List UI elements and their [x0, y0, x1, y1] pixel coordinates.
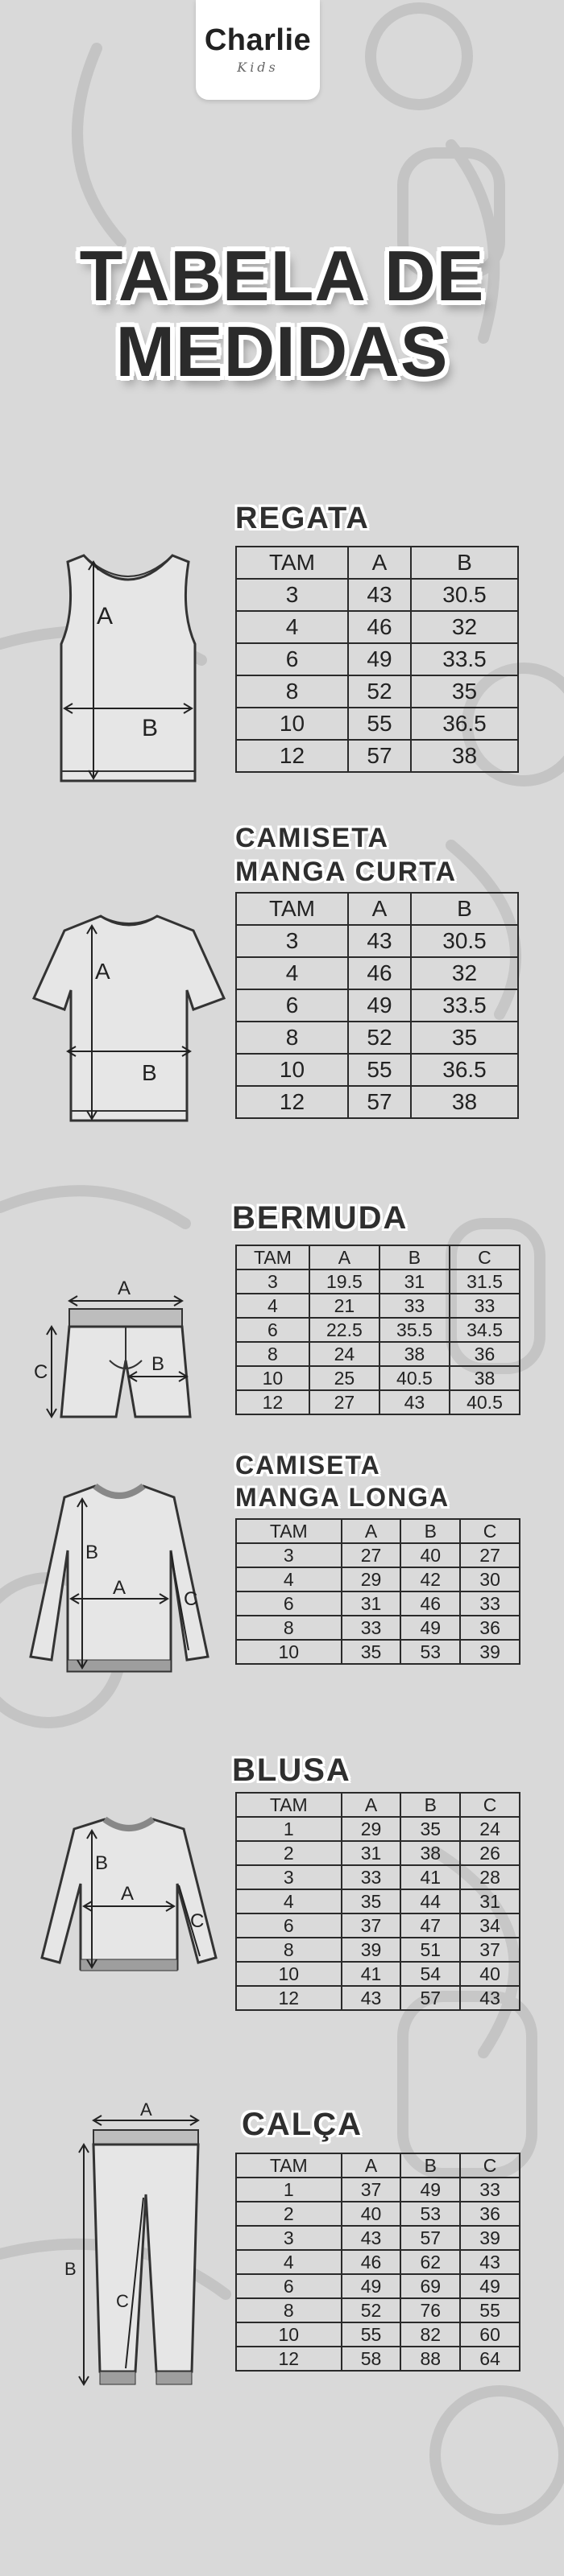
table-cell: 55	[460, 2298, 520, 2322]
header-cell: TAM	[236, 1245, 309, 1269]
label-a: A	[97, 603, 114, 630]
table-row	[236, 708, 518, 740]
table-cell: 35	[342, 1889, 401, 1913]
table-cell: 3	[236, 1269, 309, 1294]
table-cell: 53	[400, 2202, 460, 2226]
label-c: C	[184, 1588, 198, 1610]
table-cell: 4	[236, 1567, 342, 1591]
sweatshirt-illustration	[40, 1811, 218, 1980]
table-cell: 6	[236, 2274, 342, 2298]
section-title-line: MANGA CURTA	[235, 857, 458, 887]
brand-logo	[196, 0, 320, 100]
table-cell: 69	[400, 2274, 460, 2298]
header-cell: A	[348, 547, 411, 579]
brand-subtitle: Kids	[237, 60, 279, 75]
table-header-row	[236, 547, 518, 579]
header-cell: TAM	[236, 1793, 342, 1817]
table-row	[236, 2347, 520, 2371]
table-cell: 43	[342, 1986, 401, 2010]
table-row	[236, 675, 518, 708]
table-cell: 8	[236, 1342, 309, 1366]
label-a: A	[118, 1278, 131, 1299]
table-cell: 49	[460, 2274, 520, 2298]
page-title-line-1: TABELA DE	[79, 236, 485, 316]
table-cell: 43	[460, 2250, 520, 2274]
table-cell: 36.5	[411, 708, 518, 740]
table-cell: 44	[400, 1889, 460, 1913]
label-b: B	[142, 715, 159, 741]
table-row	[236, 1889, 520, 1913]
table-row	[236, 2274, 520, 2298]
table-cell: 43	[348, 925, 411, 957]
table-cell: 10	[236, 1640, 342, 1664]
table-cell: 28	[460, 1865, 520, 1889]
table-cell: 21	[309, 1294, 379, 1318]
table-row	[236, 1640, 520, 1664]
table-cell: 12	[236, 1986, 342, 2010]
label-b: B	[95, 1852, 109, 1874]
table-cell: 3	[236, 1865, 342, 1889]
table-cell: 8	[236, 1938, 342, 1962]
table-cell: 49	[348, 989, 411, 1022]
table-row	[236, 1294, 520, 1318]
table-cell: 38	[450, 1366, 520, 1390]
label-c: C	[116, 2291, 129, 2311]
table-cell: 4	[236, 1889, 342, 1913]
table-cell: 29	[342, 1817, 401, 1841]
table-cell: 10	[236, 1962, 342, 1986]
table-row	[236, 740, 518, 772]
table-cell: 8	[236, 2298, 342, 2322]
table-header-row	[236, 893, 518, 925]
size-table-bermuda	[235, 1245, 520, 1415]
section-title-line: CAMISETA	[235, 823, 390, 853]
table-header-row	[236, 1519, 520, 1543]
label-c: C	[190, 1910, 205, 1932]
table-cell: 6	[236, 1318, 309, 1342]
table-cell: 39	[342, 1938, 401, 1962]
table-cell: 82	[400, 2322, 460, 2347]
section-title-line: BLUSA	[232, 1752, 351, 1788]
header-cell: C	[460, 1793, 520, 1817]
table-row	[236, 2226, 520, 2250]
table-cell: 43	[342, 2226, 401, 2250]
table-row	[236, 1591, 520, 1616]
table-cell: 76	[400, 2298, 460, 2322]
table-row	[236, 1567, 520, 1591]
table-cell: 47	[400, 1913, 460, 1938]
table-header-row	[236, 1245, 520, 1269]
header-cell: B	[379, 1245, 450, 1269]
table-cell: 30.5	[411, 579, 518, 611]
table-cell: 40	[342, 2202, 401, 2226]
table-cell: 27	[342, 1543, 401, 1567]
table-cell: 33.5	[411, 989, 518, 1022]
header-cell: C	[460, 1519, 520, 1543]
header-cell: A	[348, 893, 411, 925]
table-cell: 4	[236, 611, 348, 643]
table-cell: 33	[460, 2178, 520, 2202]
table-cell: 12	[236, 740, 348, 772]
table-row	[236, 1022, 518, 1054]
table-cell: 31	[460, 1889, 520, 1913]
table-row	[236, 1269, 520, 1294]
section-title-camiseta-manga-longa	[235, 1449, 450, 1513]
table-cell: 33.5	[411, 643, 518, 675]
table-cell: 32	[411, 957, 518, 989]
table-cell: 40	[400, 1543, 460, 1567]
table-cell: 36	[460, 2202, 520, 2226]
table-cell: 38	[411, 1086, 518, 1118]
table-cell: 54	[400, 1962, 460, 1986]
table-cell: 43	[460, 1986, 520, 2010]
long-sleeve-shirt-illustration	[29, 1478, 209, 1679]
table-cell: 29	[342, 1567, 401, 1591]
header-cell: A	[342, 1793, 401, 1817]
table-cell: 12	[236, 1390, 309, 1414]
table-row	[236, 1318, 520, 1342]
table-row	[236, 925, 518, 957]
header-cell: A	[309, 1245, 379, 1269]
table-cell: 22.5	[309, 1318, 379, 1342]
table-cell: 46	[348, 611, 411, 643]
table-cell: 25	[309, 1366, 379, 1390]
table-cell: 31.5	[450, 1269, 520, 1294]
table-cell: 43	[379, 1390, 450, 1414]
table-cell: 3	[236, 925, 348, 957]
table-cell: 52	[348, 675, 411, 708]
table-cell: 12	[236, 2347, 342, 2371]
table-header-row	[236, 1793, 520, 1817]
pants-illustration	[56, 2098, 209, 2404]
table-row	[236, 2178, 520, 2202]
label-a: A	[113, 1577, 126, 1599]
brand-name: Charlie	[204, 23, 312, 57]
section-title-bermuda	[232, 1199, 408, 1236]
table-cell: 31	[342, 1841, 401, 1865]
table-cell: 30	[460, 1567, 520, 1591]
section-title-line: CALÇA	[242, 2107, 363, 2142]
table-cell: 57	[400, 1986, 460, 2010]
header-cell: A	[342, 1519, 401, 1543]
header-cell: TAM	[236, 547, 348, 579]
table-cell: 52	[348, 1022, 411, 1054]
size-table-calca	[235, 2153, 520, 2372]
table-cell: 35	[400, 1817, 460, 1841]
table-row	[236, 1841, 520, 1865]
table-row	[236, 2202, 520, 2226]
table-cell: 41	[342, 1962, 401, 1986]
table-cell: 37	[342, 2178, 401, 2202]
table-cell: 8	[236, 1616, 342, 1640]
table-cell: 32	[411, 611, 518, 643]
table-cell: 55	[348, 1054, 411, 1086]
tank-top-illustration	[52, 547, 205, 789]
table-cell: 51	[400, 1938, 460, 1962]
table-row	[236, 1054, 518, 1086]
section-title-blusa	[232, 1752, 351, 1789]
table-cell: 30.5	[411, 925, 518, 957]
label-a: A	[95, 959, 110, 984]
section-title-line: CAMISETA	[235, 1451, 381, 1480]
table-cell: 10	[236, 1054, 348, 1086]
section-title-camiseta-manga-curta	[235, 821, 457, 889]
label-a: A	[121, 1883, 135, 1905]
table-cell: 37	[342, 1913, 401, 1938]
header-cell: C	[460, 2153, 520, 2178]
table-row	[236, 1938, 520, 1962]
table-cell: 38	[379, 1342, 450, 1366]
table-cell: 46	[400, 1591, 460, 1616]
page-title	[32, 238, 532, 390]
table-cell: 40.5	[379, 1366, 450, 1390]
table-row	[236, 1986, 520, 2010]
table-cell: 27	[460, 1543, 520, 1567]
table-cell: 33	[450, 1294, 520, 1318]
table-cell: 64	[460, 2347, 520, 2371]
table-row	[236, 2250, 520, 2274]
table-row	[236, 1342, 520, 1366]
header-cell: A	[342, 2153, 401, 2178]
table-row	[236, 611, 518, 643]
table-cell: 52	[342, 2298, 401, 2322]
label-b: B	[64, 2259, 77, 2279]
header-cell: TAM	[236, 2153, 342, 2178]
table-cell: 36	[460, 1616, 520, 1640]
table-cell: 39	[460, 1640, 520, 1664]
table-cell: 41	[400, 1865, 460, 1889]
table-cell: 33	[379, 1294, 450, 1318]
table-cell: 60	[460, 2322, 520, 2347]
table-cell: 6	[236, 989, 348, 1022]
header-cell: B	[400, 1519, 460, 1543]
header-cell: B	[411, 547, 518, 579]
table-cell: 26	[460, 1841, 520, 1865]
section-title-regata	[235, 501, 370, 536]
shorts-illustration	[32, 1272, 193, 1425]
table-row	[236, 2298, 520, 2322]
table-cell: 33	[460, 1591, 520, 1616]
table-cell: 33	[342, 1616, 401, 1640]
table-cell: 24	[460, 1817, 520, 1841]
table-cell: 3	[236, 1543, 342, 1567]
label-b: B	[85, 1542, 99, 1563]
table-cell: 35	[411, 675, 518, 708]
table-cell: 58	[342, 2347, 401, 2371]
header-cell: B	[400, 1793, 460, 1817]
table-cell: 12	[236, 1086, 348, 1118]
table-cell: 43	[348, 579, 411, 611]
table-row	[236, 1366, 520, 1390]
table-cell: 49	[342, 2274, 401, 2298]
table-cell: 10	[236, 1366, 309, 1390]
table-cell: 35	[411, 1022, 518, 1054]
table-cell: 49	[400, 1616, 460, 1640]
table-row	[236, 1616, 520, 1640]
section-title-calca	[242, 2106, 363, 2143]
table-row	[236, 643, 518, 675]
table-cell: 40	[460, 1962, 520, 1986]
table-cell: 27	[309, 1390, 379, 1414]
table-cell: 34.5	[450, 1318, 520, 1342]
table-cell: 10	[236, 2322, 342, 2347]
table-cell: 36.5	[411, 1054, 518, 1086]
size-table-camiseta-manga-longa	[235, 1518, 520, 1665]
table-cell: 38	[411, 740, 518, 772]
table-cell: 37	[460, 1938, 520, 1962]
table-cell: 4	[236, 2250, 342, 2274]
table-row	[236, 2322, 520, 2347]
table-cell: 1	[236, 2178, 342, 2202]
table-row	[236, 989, 518, 1022]
table-cell: 36	[450, 1342, 520, 1366]
header-cell: TAM	[236, 1519, 342, 1543]
table-cell: 57	[348, 1086, 411, 1118]
table-cell: 3	[236, 2226, 342, 2250]
table-cell: 4	[236, 1294, 309, 1318]
table-row	[236, 1962, 520, 1986]
table-cell: 53	[400, 1640, 460, 1664]
table-cell: 62	[400, 2250, 460, 2274]
table-cell: 31	[342, 1591, 401, 1616]
table-cell: 4	[236, 957, 348, 989]
table-row	[236, 1865, 520, 1889]
size-table-camiseta-manga-curta	[235, 892, 519, 1119]
table-cell: 6	[236, 1913, 342, 1938]
header-cell: B	[411, 893, 518, 925]
size-table-blusa	[235, 1792, 520, 2011]
section-title-line: MANGA LONGA	[235, 1483, 450, 1512]
table-row	[236, 1390, 520, 1414]
table-cell: 8	[236, 675, 348, 708]
table-cell: 49	[400, 2178, 460, 2202]
table-row	[236, 957, 518, 989]
table-cell: 35	[342, 1640, 401, 1664]
table-cell: 19.5	[309, 1269, 379, 1294]
table-cell: 31	[379, 1269, 450, 1294]
table-cell: 55	[348, 708, 411, 740]
header-cell: TAM	[236, 893, 348, 925]
header-cell: B	[400, 2153, 460, 2178]
page-title-line-2: MEDIDAS	[115, 312, 449, 391]
header-cell: C	[450, 1245, 520, 1269]
table-cell: 8	[236, 1022, 348, 1054]
section-title-line: BERMUDA	[232, 1200, 408, 1236]
table-cell: 1	[236, 1817, 342, 1841]
table-cell: 2	[236, 1841, 342, 1865]
table-row	[236, 1086, 518, 1118]
table-cell: 35.5	[379, 1318, 450, 1342]
table-cell: 46	[342, 2250, 401, 2274]
table-cell: 88	[400, 2347, 460, 2371]
table-row	[236, 1913, 520, 1938]
table-cell: 57	[400, 2226, 460, 2250]
table-cell: 10	[236, 708, 348, 740]
label-b: B	[142, 1060, 157, 1085]
table-header-row	[236, 2153, 520, 2178]
size-table-regata	[235, 546, 519, 773]
table-row	[236, 1543, 520, 1567]
label-c: C	[34, 1361, 48, 1383]
table-cell: 57	[348, 740, 411, 772]
table-cell: 55	[342, 2322, 401, 2347]
label-a: A	[140, 2099, 152, 2120]
section-title-line: REGATA	[235, 502, 370, 535]
table-cell: 34	[460, 1913, 520, 1938]
table-cell: 6	[236, 1591, 342, 1616]
table-cell: 33	[342, 1865, 401, 1889]
table-cell: 40.5	[450, 1390, 520, 1414]
table-cell: 39	[460, 2226, 520, 2250]
table-row	[236, 1817, 520, 1841]
table-cell: 42	[400, 1567, 460, 1591]
short-sleeve-shirt-illustration	[32, 910, 226, 1127]
table-cell: 38	[400, 1841, 460, 1865]
table-row	[236, 579, 518, 611]
table-cell: 46	[348, 957, 411, 989]
table-cell: 49	[348, 643, 411, 675]
label-b: B	[151, 1353, 165, 1375]
table-cell: 24	[309, 1342, 379, 1366]
table-cell: 2	[236, 2202, 342, 2226]
table-cell: 3	[236, 579, 348, 611]
table-cell: 6	[236, 643, 348, 675]
